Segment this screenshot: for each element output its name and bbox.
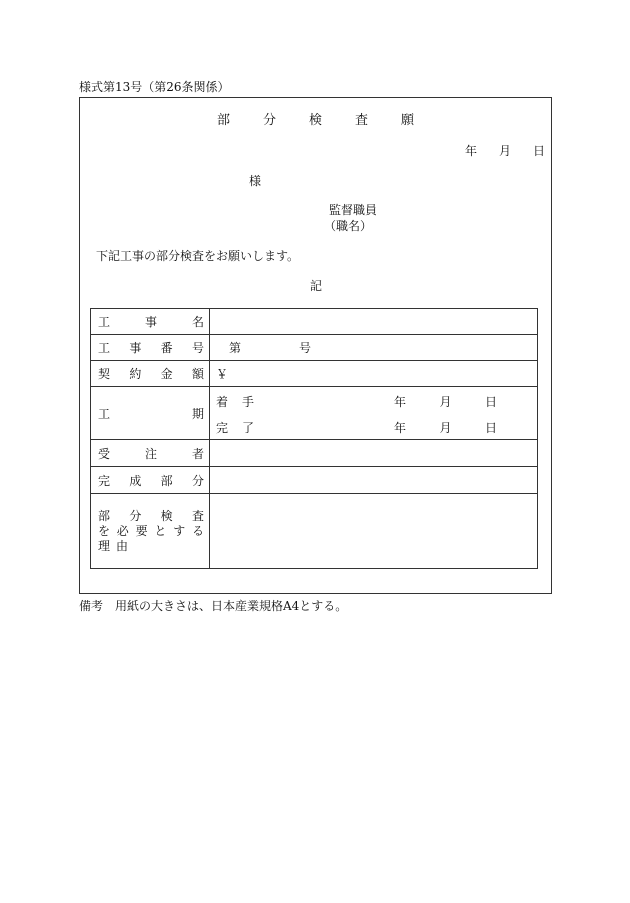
label-char: 部 [160,473,173,488]
label-char: 契 [98,367,111,381]
label-char: 由 [116,539,129,553]
label-char: 号 [191,341,204,355]
complete-month: 月 [439,421,452,435]
ki-label: 記 [310,279,323,293]
row-completed-part [91,467,538,494]
label-char: 事 [144,315,157,329]
label-char: 工 [98,406,111,421]
label-char: 分 [191,473,204,488]
completed-part-field[interactable] [210,467,538,494]
date-day: 日 [532,144,545,158]
label-char: を [98,524,111,538]
label-char: 額 [191,367,204,381]
title-char: 願 [400,113,414,128]
construction-name-field[interactable] [210,309,538,335]
label-period [91,405,209,422]
label-char: 必 [116,524,129,538]
label-char: 分 [129,509,142,523]
label-char: 理 [98,539,111,553]
inspector-position: （職名） [324,219,373,233]
label-contract-amount [91,365,209,382]
date-line [465,145,545,157]
title-char: 部 [217,113,231,128]
start-month: 月 [439,395,452,409]
label-char: 受 [98,446,111,461]
date-month: 月 [498,144,511,158]
period-field [210,387,538,440]
label-char: 金 [160,367,173,381]
start-char: 手 [241,395,254,409]
reason-field[interactable] [210,494,538,569]
contract-amount-field[interactable] [210,361,538,387]
contractor-field[interactable] [210,440,538,467]
row-reason [91,494,538,569]
title-char: 査 [354,113,368,128]
reason-line-1 [98,509,204,524]
label-char: 部 [98,509,111,523]
label-char: 査 [191,509,204,523]
details-table [90,308,538,569]
label-char: 番 [160,341,173,355]
label-contractor [91,445,209,462]
label-char: と [154,524,167,538]
form-title [217,114,414,127]
note: 備考 用紙の大きさは、日本産業規格A4とする。 [79,599,348,613]
title-char: 分 [262,113,276,128]
number-suffix: 号 [299,341,312,355]
label-completed-part [91,472,209,489]
label-char: 工 [98,341,111,355]
reason-line-3 [98,539,204,554]
start-year: 年 [394,395,407,409]
label-char: 工 [98,315,111,329]
row-period [91,387,538,440]
label-char: 成 [129,473,142,488]
row-construction-number [91,335,538,361]
complete-char: 了 [241,421,254,435]
start-day: 日 [484,395,497,409]
construction-number-field[interactable] [210,335,538,361]
start-char: 着 [216,395,229,409]
label-construction-name [91,313,209,330]
label-char: 者 [191,446,204,461]
label-char: 要 [135,524,148,538]
label-construction-number [91,339,209,356]
label-char: 期 [191,406,204,421]
period-start-line[interactable] [210,387,537,416]
label-char: 完 [98,473,111,488]
label-char: る [191,524,204,538]
label-reason [91,509,209,554]
complete-day: 日 [484,421,497,435]
row-contract-amount [91,361,538,387]
row-construction-name [91,309,538,335]
request-sentence: 下記工事の部分検査をお願いします。 [96,249,300,263]
row-contractor [91,440,538,467]
yen-sign: ￥ [216,367,229,381]
label-char: 事 [129,341,142,355]
form-number: 様式第13号（第26条関係） [79,80,230,94]
complete-char: 完 [216,421,229,435]
reason-line-2 [98,524,204,539]
period-complete-line[interactable] [210,416,537,439]
label-char: 名 [191,315,204,329]
number-prefix: 第 [229,341,242,355]
title-char: 検 [308,113,322,128]
complete-year: 年 [394,421,407,435]
inspector-title: 監督職員 [329,203,378,217]
label-char: 検 [160,509,173,523]
label-char: 約 [129,367,142,381]
date-year: 年 [465,144,478,158]
label-char: 注 [144,446,157,461]
addressee-suffix: 様 [249,174,262,188]
label-char: す [173,524,186,538]
